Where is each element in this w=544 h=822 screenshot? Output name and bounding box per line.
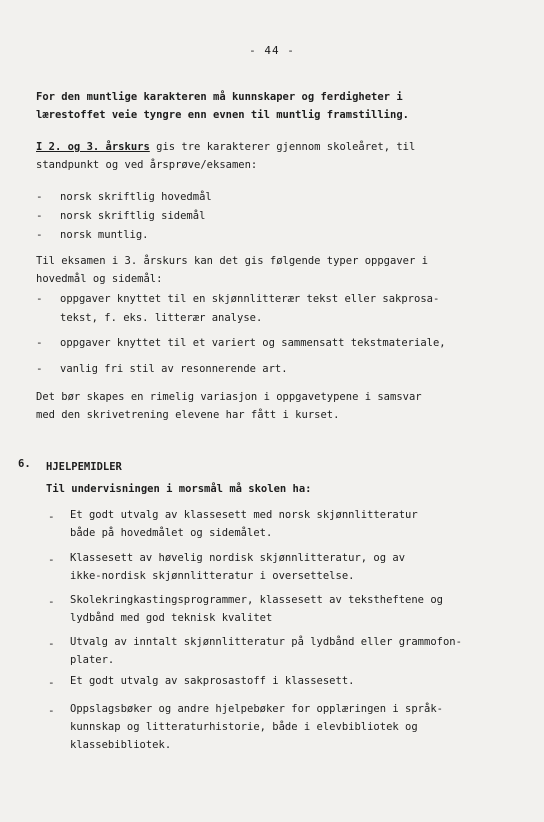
list-dash: - <box>36 190 43 203</box>
list-item-continuation: kunnskap og litteraturhistorie, både i elevbibliotek og <box>70 721 418 733</box>
text-line: med den skrivetrening elevene har fått i kurset. <box>36 409 340 421</box>
list-item: oppgaver knyttet til et variert og sammensatt tekstmateriale, <box>60 337 446 349</box>
list-dash: - <box>48 704 55 717</box>
list-dash: - <box>48 595 55 608</box>
list-dash: - <box>48 553 55 566</box>
list-item: norsk muntlig. <box>60 229 149 241</box>
list-item: vanlig fri stil av resonnerende art. <box>60 363 288 375</box>
list-item: Skolekringkastingsprogrammer, klassesett av tekstheftene og <box>70 594 443 606</box>
page-number: - 44 - <box>249 44 295 57</box>
list-dash: - <box>36 336 43 349</box>
section-heading: HJELPEMIDLER <box>46 461 122 473</box>
list-item-continuation: både på hovedmålet og sidemålet. <box>70 527 273 539</box>
list-item: Klassesett av høvelig nordisk skjønnlitteratur, og av <box>70 552 406 564</box>
list-item-continuation: lydbånd med god teknisk kvalitet <box>70 612 273 624</box>
list-item: Utvalg av inntalt skjønnlitteratur på lydbånd eller grammofon- <box>70 636 462 648</box>
list-dash: - <box>48 676 55 689</box>
list-item: norsk skriftlig hovedmål <box>60 191 212 203</box>
paragraph-exam-tasks <box>36 252 516 288</box>
list-item-continuation: klassebibliotek. <box>70 739 172 751</box>
list-item: Et godt utvalg av sakprosastoff i klassesett. <box>70 675 355 687</box>
list-dash: - <box>36 209 43 222</box>
paragraph-grades-year <box>36 138 516 174</box>
text-line <box>36 138 516 156</box>
text-line: standpunkt og ved årsprøve/eksamen: <box>36 159 258 171</box>
list-item-continuation: tekst, f. eks. litterær analyse. <box>60 312 263 324</box>
list-item: oppgaver knyttet til en skjønnlitterær tekst eller sakprosa- <box>60 293 440 305</box>
list-dash: - <box>48 510 55 523</box>
text-line: For den muntlige karakteren må kunnskaper og ferdigheter i <box>36 91 403 103</box>
list-dash: - <box>36 292 43 305</box>
list-dash: - <box>48 637 55 650</box>
underlined-phrase: I 2. og 3. årskurs <box>36 141 150 153</box>
text-line: Til eksamen i 3. årskurs kan det gis følgende typer oppgaver i <box>36 255 428 267</box>
list-item-continuation: ikke-nordisk skjønnlitteratur i oversettelse. <box>70 570 355 582</box>
list-item: norsk skriftlig sidemål <box>60 210 206 222</box>
section-intro: Til undervisningen i morsmål må skolen ha: <box>46 483 312 495</box>
list-item: Oppslagsbøker og andre hjelpebøker for opplæringen i språk- <box>70 703 443 715</box>
text-line: lærestoffet veie tyngre enn evnen til muntlig framstilling. <box>36 109 409 121</box>
list-dash: - <box>36 362 43 375</box>
section-number: 6. <box>18 458 31 470</box>
paragraph-variation <box>36 388 516 424</box>
text-line: hovedmål og sidemål: <box>36 273 163 285</box>
text-fragment: gis tre karakterer gjennom skoleåret, til <box>149 141 416 153</box>
text-line: Det bør skapes en rimelig variasjon i oppgavetypene i samsvar <box>36 391 422 403</box>
list-item: Et godt utvalg av klassesett med norsk skjønnlitteratur <box>70 509 418 521</box>
list-dash: - <box>36 228 43 241</box>
list-item-continuation: plater. <box>70 654 115 666</box>
paragraph-oral-grade <box>36 88 516 124</box>
